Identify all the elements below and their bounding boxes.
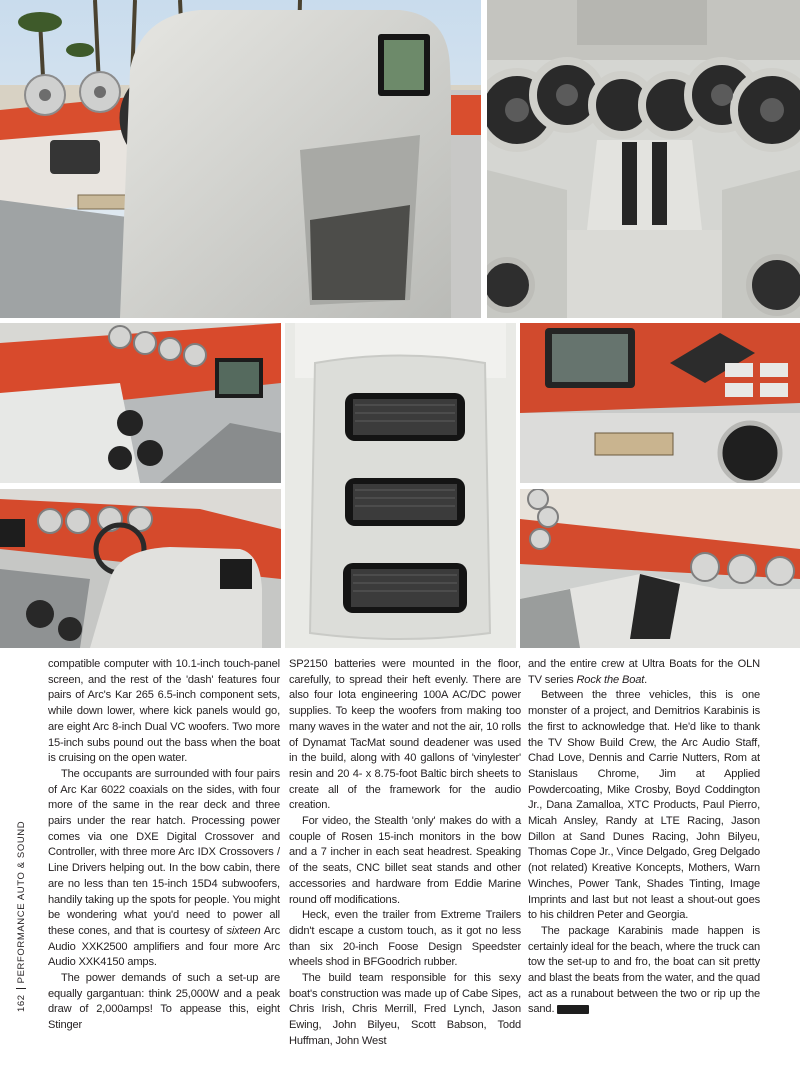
- article-column-1: [48, 657, 280, 1034]
- paragraph: and the entire crew at Ultra Boats for the OLN TV series Rock the Boat.: [528, 658, 760, 686]
- running-title: PERFORMANCE AUTO & SOUND: [16, 820, 27, 984]
- paragraph: The build team responsible for this sexy boat's construction was made up of Cabe Sipes, Chris Irish, Chris Merrill, Fred Lynch, Jason Ewing, John Bilyeu, Scott Babson, Todd Huffman, John West: [289, 972, 521, 1047]
- paragraph: The occupants are surrounded with four pairs of Arc Kar 6022 coaxials on the sides, with four more of the same in the rear deck and three pairs under the rear hatch. Processing power comes via one DXE Digital Crossover and Controller, with three more Arc IDX Crossovers / Line Drivers helping out. In the bow cabin, there are no less than ten 15-inch 15D4 subwoofers, handily taking up the spots for people. You might be wondering what you'd need to power all these cones, and that is courtesy of sixteen Arc Audio XXK2500 amplifiers and four more Arc Audio XXK4150 amps.: [48, 767, 280, 969]
- photo-amplifiers: [285, 323, 516, 648]
- photo-rear-deck: [520, 489, 800, 648]
- paragraph: Heck, even the trailer from Extreme Trailers didn't escape a custom touch, as it got no less than six 20-inch Foose Design Speedster wheels shod in BFGoodrich rubber.: [289, 909, 521, 969]
- article-column-2: [289, 657, 521, 1050]
- paragraph: For video, the Stealth 'only' makes do with a couple of Rosen 15-inch monitors in the bow and a 7 incher in each seat headrest. Speaking of the seats, CNC billet seat stands and other accessories and hardware from Eddie Marine round off modifications.: [289, 815, 521, 906]
- paragraph: The package Karabinis made happen is certainly ideal for the beach, where the truck can tow the set-up to and fro, the boat can sit pretty and blast the beats from the water, and the quad act as a runabout between the two or rip up the sand.: [528, 924, 760, 1016]
- photo-rear-subwoofers: [487, 0, 800, 318]
- folio-divider: [16, 988, 26, 989]
- paragraph: The power demands of such a set-up are equally gargantuan: think 25,000W and a peak draw of 2,000amps! To appease this, eight Stinger: [48, 972, 280, 1032]
- end-of-article-mark: [557, 1005, 589, 1014]
- paragraph: SP2150 batteries were mounted in the floor, carefully, to spread their heft evenly. There are also four Iota engineering 100A AC/DC power supplies. To keep the woofers from making too many waves in the water and not the air, 10 rolls of Dynamat TacMat sound deadener was used in the build, along with 40 gallons of 'vinylester' resin and 20 4- x 8.75-foot Baltic birch sheets to create all of the framework for the audio creation.: [289, 658, 521, 812]
- paragraph: compatible computer with 10.1-inch touch-panel screen, and the rest of the 'dash' features four pairs of Arc's Kar 265 6.5-inch component sets, while down lower, where kick panels would go, are eight Arc 8-inch Dual VC woofers. Two more 15-inch subs pound out the bass when the boat is cruising on the open water.: [48, 658, 280, 765]
- page-number: 162: [16, 994, 27, 1012]
- paragraph: Between the three vehicles, this is one monster of a project, and Demitrios Karabinis is the first to acknowledge that. He'd like to thank the TV Show Build Crew, the Arc Audio Staff, Chad Love, Dennis and Carrie Nutters, Rom at Stanislaus Chrome, Jim at Applied Powdercoating, Mike Crosby, Boyd Coddington Jr., Dana Zamalloa, XTC Products, Paul Pierro, Micah Ansley, Randy at LTE Racing, Jason Dillon at Sand Dunes Racing, John Bilyeu, Thomas Cope Jr., Vince Delgado, Greg Delgado (not related) Kreative Koncepts, Mothers, Warn Winches, Power Tank, Shades Tinting, Image Imprints and last but not least a shout-out goes to his children Peter and Georgia.: [528, 689, 760, 922]
- page-folio: [16, 802, 30, 1012]
- photo-bow-cabin: [0, 323, 281, 483]
- article-column-3: [528, 657, 760, 1018]
- photo-cockpit: [0, 489, 281, 648]
- photo-gauges: [520, 323, 800, 483]
- photo-dash-seat: [0, 0, 481, 318]
